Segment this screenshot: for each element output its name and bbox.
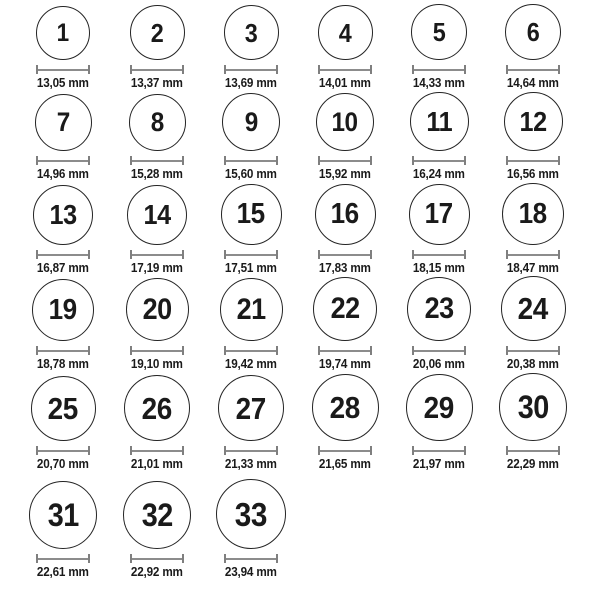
ring-size-number: 26 — [141, 390, 173, 426]
ring-circle — [505, 4, 561, 60]
diameter-measure-line — [130, 554, 184, 563]
ring-circle — [224, 5, 279, 60]
ring-circle — [411, 4, 467, 60]
ring-size-row — [0, 184, 600, 278]
ring-size-row — [0, 278, 600, 374]
ring-size-cell — [204, 278, 298, 370]
ring-size-number: 16 — [330, 198, 360, 230]
ring-size-cell — [392, 184, 486, 274]
diameter-label: 23,94 mm — [225, 564, 277, 579]
ring-circle — [216, 479, 286, 549]
diameter-label: 20,06 mm — [413, 356, 465, 371]
ring-size-cell — [16, 376, 110, 470]
ring-size-number: 9 — [244, 106, 258, 137]
ring-circle — [220, 278, 283, 341]
ring-circle — [33, 185, 93, 245]
ring-size-cell — [392, 277, 486, 370]
diameter-measure-line — [224, 156, 278, 165]
diameter-label: 21,33 mm — [225, 456, 277, 471]
ring-circle — [126, 278, 189, 341]
diameter-label: 22,61 mm — [37, 564, 89, 579]
diameter-label: 14,96 mm — [37, 166, 89, 181]
diameter-measure-line — [412, 156, 466, 165]
ring-circle — [124, 375, 190, 441]
ring-size-cell — [110, 375, 204, 470]
ring-size-number: 11 — [426, 105, 452, 137]
ring-circle — [222, 93, 280, 151]
ring-size-number: 18 — [518, 197, 548, 230]
diameter-measure-line — [318, 65, 372, 74]
diameter-label: 18,78 mm — [37, 356, 89, 371]
ring-size-number: 13 — [49, 199, 77, 230]
diameter-measure-line — [506, 65, 560, 74]
ring-circle — [410, 92, 469, 151]
ring-size-number: 17 — [424, 198, 454, 230]
ring-size-cell — [486, 92, 580, 180]
diameter-label: 14,01 mm — [319, 75, 371, 90]
ring-size-cell — [204, 479, 298, 578]
diameter-label: 20,70 mm — [37, 456, 89, 471]
ring-size-number: 29 — [423, 390, 455, 425]
ring-size-cell — [16, 185, 110, 274]
diameter-measure-line — [412, 65, 466, 74]
diameter-label: 17,19 mm — [131, 260, 183, 275]
diameter-label: 15,60 mm — [225, 166, 277, 181]
ring-size-cell — [110, 481, 204, 578]
ring-size-number: 24 — [517, 291, 549, 326]
diameter-measure-line — [36, 554, 90, 563]
ring-size-cell — [392, 92, 486, 180]
ring-circle — [316, 93, 374, 151]
diameter-measure-line — [318, 346, 372, 355]
ring-size-cell — [16, 481, 110, 578]
diameter-measure-line — [506, 156, 560, 165]
ring-size-number: 1 — [56, 18, 70, 47]
ring-circle — [218, 375, 284, 441]
ring-size-cell — [486, 373, 580, 470]
ring-size-row — [0, 374, 600, 474]
ring-circle — [499, 373, 567, 441]
diameter-measure-line — [130, 65, 184, 74]
diameter-measure-line — [412, 446, 466, 455]
diameter-label: 21,97 mm — [413, 456, 465, 471]
ring-size-row — [0, 93, 600, 184]
diameter-label: 14,64 mm — [507, 75, 559, 90]
ring-circle — [31, 376, 96, 441]
ring-size-number: 21 — [236, 292, 266, 326]
ring-size-row — [0, 0, 600, 93]
diameter-label: 20,38 mm — [507, 356, 559, 371]
diameter-label: 19,42 mm — [225, 356, 277, 371]
diameter-measure-line — [506, 446, 560, 455]
ring-circle — [130, 5, 185, 60]
diameter-label: 16,24 mm — [413, 166, 465, 181]
ring-size-number: 7 — [56, 107, 70, 137]
diameter-measure-line — [36, 65, 90, 74]
diameter-measure-line — [318, 156, 372, 165]
ring-size-number: 15 — [236, 198, 266, 230]
diameter-measure-line — [36, 446, 90, 455]
diameter-measure-line — [130, 346, 184, 355]
diameter-label: 16,56 mm — [507, 166, 559, 181]
ring-circle — [409, 184, 470, 245]
diameter-label: 18,15 mm — [413, 260, 465, 275]
diameter-measure-line — [224, 250, 278, 259]
ring-size-cell — [204, 93, 298, 180]
ring-circle — [312, 374, 379, 441]
ring-circle — [35, 94, 92, 151]
diameter-measure-line — [36, 346, 90, 355]
ring-size-cell — [110, 5, 204, 89]
diameter-label: 21,65 mm — [319, 456, 371, 471]
diameter-measure-line — [318, 250, 372, 259]
diameter-measure-line — [36, 156, 90, 165]
ring-size-number: 25 — [47, 391, 79, 426]
ring-size-number: 14 — [143, 199, 171, 230]
ring-size-number: 3 — [244, 17, 258, 48]
diameter-label: 18,47 mm — [507, 260, 559, 275]
ring-size-cell — [204, 5, 298, 89]
ring-circle — [129, 94, 186, 151]
ring-size-number: 5 — [432, 17, 446, 47]
ring-circle — [501, 276, 566, 341]
ring-circle — [502, 183, 564, 245]
ring-size-cell — [298, 374, 392, 470]
ring-size-number: 28 — [329, 390, 361, 425]
diameter-measure-line — [224, 446, 278, 455]
ring-size-cell — [486, 4, 580, 89]
ring-circle — [221, 184, 282, 245]
ring-size-cell — [392, 374, 486, 470]
ring-size-number: 30 — [517, 389, 549, 425]
diameter-label: 19,74 mm — [319, 356, 371, 371]
ring-size-number: 27 — [235, 390, 267, 426]
diameter-measure-line — [224, 65, 278, 74]
ring-size-cell — [110, 278, 204, 370]
ring-size-number: 22 — [330, 292, 360, 325]
ring-circle — [127, 185, 187, 245]
ring-circle — [36, 6, 90, 60]
diameter-label: 13,05 mm — [37, 75, 89, 90]
diameter-measure-line — [506, 250, 560, 259]
ring-size-cell — [486, 183, 580, 274]
diameter-measure-line — [224, 346, 278, 355]
diameter-measure-line — [506, 346, 560, 355]
diameter-measure-line — [130, 250, 184, 259]
ring-size-cell — [298, 93, 392, 180]
ring-size-cell — [110, 185, 204, 274]
ring-circle — [32, 279, 94, 341]
ring-size-number: 31 — [47, 497, 79, 533]
ring-size-number: 4 — [338, 17, 352, 48]
ring-size-cell — [298, 277, 392, 370]
ring-circle — [407, 277, 471, 341]
diameter-measure-line — [36, 250, 90, 259]
ring-size-cell — [204, 184, 298, 274]
ring-circle — [318, 5, 373, 60]
ring-size-number: 20 — [142, 292, 172, 326]
diameter-measure-line — [318, 446, 372, 455]
diameter-label: 14,33 mm — [413, 75, 465, 90]
ring-circle — [315, 184, 376, 245]
ring-size-number: 32 — [141, 497, 173, 533]
diameter-label: 22,92 mm — [131, 564, 183, 579]
ring-size-row — [0, 474, 600, 600]
diameter-measure-line — [412, 250, 466, 259]
diameter-measure-line — [130, 446, 184, 455]
ring-size-cell — [486, 276, 580, 370]
diameter-measure-line — [412, 346, 466, 355]
ring-circle — [29, 481, 97, 549]
ring-circle — [123, 481, 191, 549]
diameter-label: 13,37 mm — [131, 75, 183, 90]
diameter-measure-line — [224, 554, 278, 563]
diameter-label: 15,92 mm — [319, 166, 371, 181]
diameter-label: 15,28 mm — [131, 166, 183, 181]
ring-size-cell — [392, 4, 486, 89]
diameter-label: 17,83 mm — [319, 260, 371, 275]
ring-size-cell — [204, 375, 298, 470]
ring-size-number: 2 — [150, 17, 164, 48]
ring-circle — [504, 92, 563, 151]
ring-size-number: 8 — [150, 107, 164, 137]
ring-size-cell — [16, 94, 110, 180]
ring-size-number: 23 — [424, 292, 454, 325]
diameter-label: 17,51 mm — [225, 260, 277, 275]
ring-size-number: 12 — [519, 105, 547, 137]
ring-size-number: 33 — [234, 495, 268, 533]
diameter-measure-line — [130, 156, 184, 165]
ring-circle — [406, 374, 473, 441]
ring-size-cell — [298, 5, 392, 89]
ring-size-cell — [110, 94, 204, 180]
ring-size-cell — [298, 184, 392, 274]
ring-size-number: 19 — [48, 293, 78, 326]
ring-size-number: 6 — [526, 17, 540, 47]
diameter-label: 22,29 mm — [507, 456, 559, 471]
ring-size-number: 10 — [331, 106, 359, 137]
ring-circle — [313, 277, 377, 341]
diameter-label: 19,10 mm — [131, 356, 183, 371]
ring-size-cell — [16, 279, 110, 370]
ring-size-cell — [16, 6, 110, 89]
diameter-label: 21,01 mm — [131, 456, 183, 471]
diameter-label: 16,87 mm — [37, 260, 89, 275]
diameter-label: 13,69 mm — [225, 75, 277, 90]
